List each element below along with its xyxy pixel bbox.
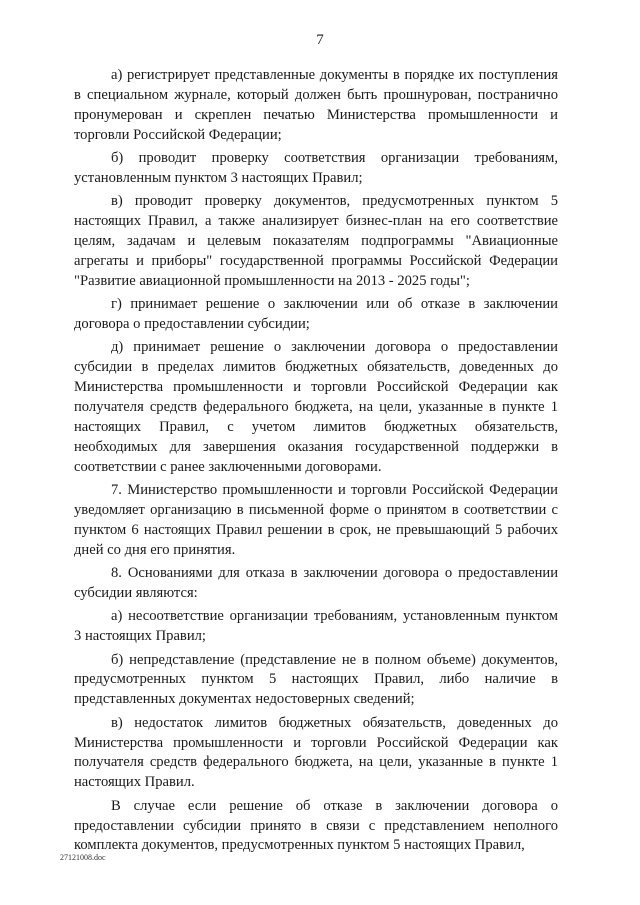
paragraph-3-d: д) принимает решение о заключении договора о предоставлении субсидии в пределах лимитов бюджетных обязательств, доведенных до Министерства промышленности и торговли Российской Федерации как получателя средств федерального бюджета, на цели, указанные в пункте 1 настоящих Правил, с учетом лимитов бюджетных обязательств, необходимых для завершения оказания государственной поддержки в соответствии с ранее заключенными договорами.	[74, 339, 558, 475]
paragraph-refusal-case: В случае если решение об отказе в заключении договора о предоставлении субсидии принято в связи с представлением неполного комплекта документов, предусмотренных пунктом 5 настоящих Правил,	[74, 797, 558, 854]
document-body	[74, 66, 558, 860]
paragraph-8: 8. Основаниями для отказа в заключении договора о предоставлении субсидии являются:	[74, 565, 558, 601]
page-number: 7	[316, 32, 324, 48]
paragraph-3-v: в) проводит проверку документов, предусмотренных пунктом 5 настоящих Правил, а также анализирует бизнес-план на его соответствие целям, задачам и целевым показателям подпрограммы "Авиационные агрегаты и приборы" государственной программы Российской Федерации "Развитие авиационной промышленности на 2013 - 2025 годы";	[74, 193, 558, 289]
paragraph-8-a: а) несоответствие организации требованиям, установленным пунктом 3 настоящих Правил;	[74, 608, 558, 645]
paragraph-3-a: а) регистрирует представленные документы в порядке их поступления в специальном журнале, который должен быть прошнурован, постранично пронумерован и скреплен печатью Министерства промышленности и торговли Российской Федерации;	[74, 67, 558, 143]
paragraph-8-v: в) недостаток лимитов бюджетных обязательств, доведенных до Министерства промышленности и торговли Российской Федерации как получателя средств федерального бюджета, на цели, указанные в пункте 1 настоящих Правил.	[74, 714, 558, 791]
paragraph-3-b: б) проводит проверку соответствия организации требованиям, установленным пунктом 3 настоящих Правил;	[74, 150, 558, 186]
paragraph-8-b: б) непредставление (представление не в полном объеме) документов, предусмотренных пунктом 5 настоящих Правил, либо наличие в представленных документах недостоверных сведений;	[74, 651, 558, 708]
paragraph-3-g: г) принимает решение о заключении или об отказе в заключении договора о предоставлении субсидии;	[74, 296, 558, 333]
file-name-footer: 27121008.doc	[60, 853, 106, 862]
paragraph-7: 7. Министерство промышленности и торговли Российской Федерации уведомляет организацию в письменной форме о принятом в соответствии с пунктом 6 настоящих Правил решении в срок, не превышающий 5 рабочих дней со дня его принятия.	[74, 482, 558, 558]
